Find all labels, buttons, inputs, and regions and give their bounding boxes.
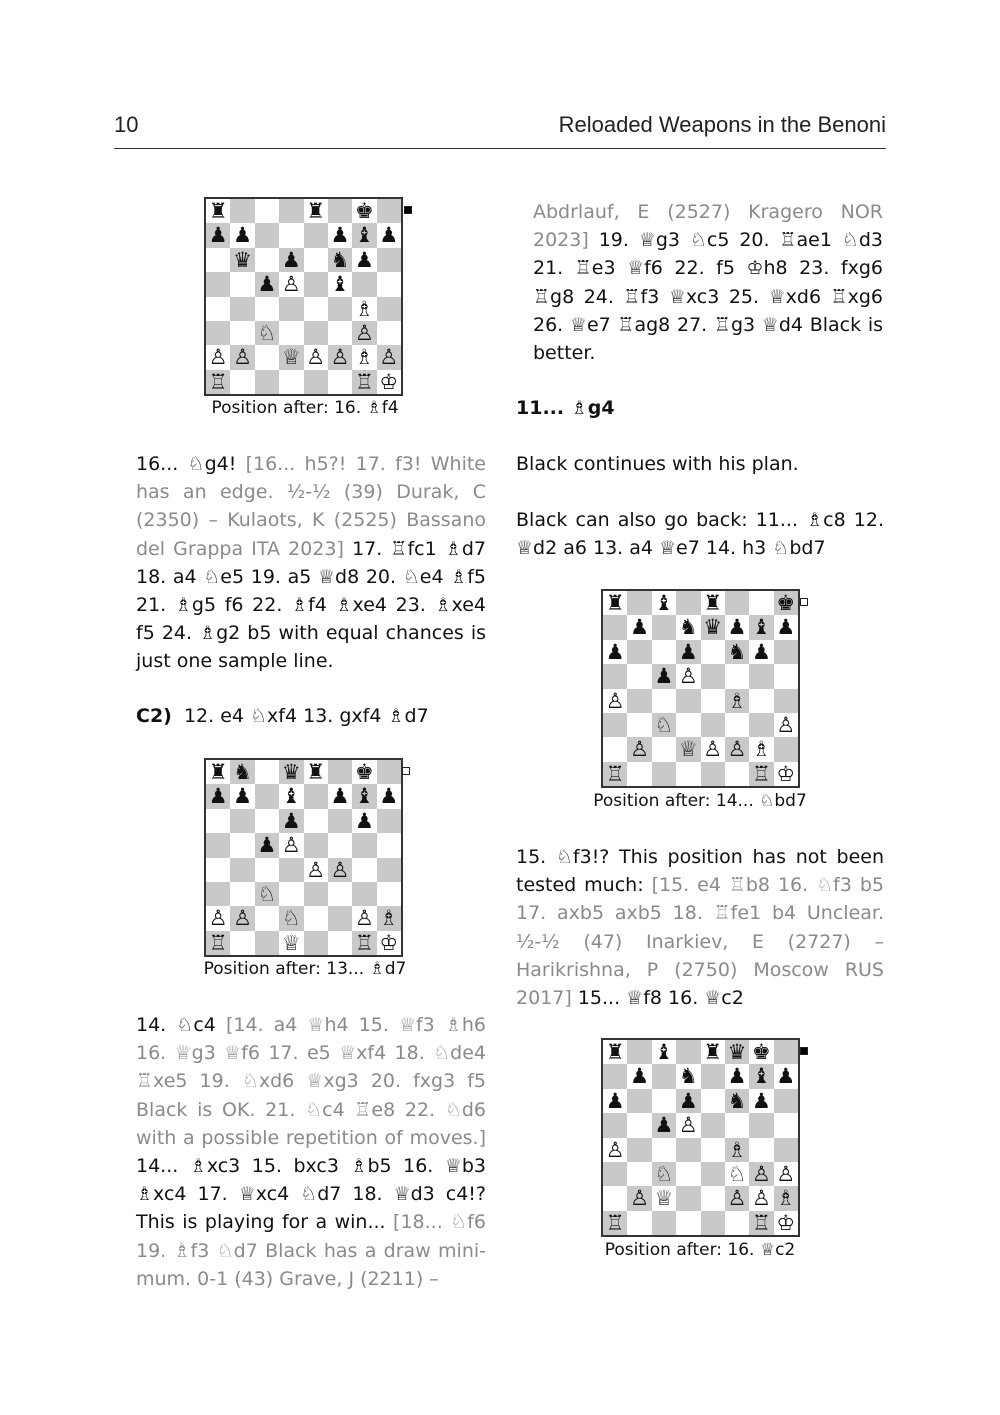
board-square — [352, 882, 376, 906]
board-square — [230, 272, 254, 296]
white-rook-icon: ♖ — [206, 370, 230, 394]
board-square — [652, 615, 676, 639]
white-pawn-icon: ♙ — [627, 1186, 651, 1210]
board-square — [328, 833, 352, 857]
diagram-caption: Position after: 14... ♘bd7 — [593, 791, 807, 811]
board-square — [652, 762, 676, 786]
white-pawn-icon: ♙ — [206, 345, 230, 369]
board-square — [377, 858, 401, 882]
black-rook-icon: ♜ — [304, 760, 328, 784]
board-square — [255, 809, 279, 833]
board-square — [676, 689, 700, 713]
board-square — [676, 1211, 700, 1235]
black-pawn-icon: ♟ — [627, 1064, 651, 1088]
annotation-paragraph — [136, 1011, 486, 1293]
board-square — [230, 297, 254, 321]
black-pawn-icon: ♟ — [676, 1089, 700, 1113]
board-square — [652, 1089, 676, 1113]
board-square — [627, 1089, 651, 1113]
white-rook-icon: ♖ — [352, 931, 376, 955]
board-square — [774, 640, 798, 664]
board-square — [304, 248, 328, 272]
white-knight-icon: ♘ — [255, 321, 279, 345]
black-pawn-icon: ♟ — [206, 784, 230, 808]
board-square — [255, 760, 279, 784]
board-square — [279, 223, 303, 247]
board-square — [304, 931, 328, 955]
variation-text: [18... ♘f6 19. ♗f3 ♘d7 Black has a draw mini- mum. 0-1 (43) Grave, J (2211) – — [136, 1211, 486, 1290]
board-square — [652, 1064, 676, 1088]
board-square — [701, 689, 725, 713]
chess-diagram-4 — [601, 1038, 800, 1237]
board-square — [774, 664, 798, 688]
board-square — [230, 882, 254, 906]
board-square — [627, 713, 651, 737]
white-knight-icon: ♘ — [725, 1162, 749, 1186]
board-square — [377, 833, 401, 857]
section-moves: 12. e4 ♘xf4 13. gxf4 ♗d7 — [183, 705, 429, 727]
board-square — [304, 809, 328, 833]
side-to-move-marker — [402, 767, 410, 775]
board-square — [304, 321, 328, 345]
board-square — [328, 370, 352, 394]
black-pawn-icon: ♟ — [328, 784, 352, 808]
main-move: 16... ♘g4! — [136, 453, 237, 475]
board-square — [255, 931, 279, 955]
board-square — [206, 882, 230, 906]
board-square — [774, 1040, 798, 1064]
board-square — [676, 713, 700, 737]
board-square — [701, 713, 725, 737]
board-square — [206, 833, 230, 857]
board-square — [701, 762, 725, 786]
white-queen-icon: ♕ — [676, 737, 700, 761]
white-pawn-icon: ♙ — [749, 1186, 773, 1210]
variation-text: [16... h5?! 17. f3! White has an edge. ½-½ (39) Durak, C (2350) – Kulaots, K (2525) Bassano del Grappa ITA 2023] — [136, 453, 486, 560]
side-to-move-marker — [404, 206, 412, 214]
board-square — [377, 272, 401, 296]
black-rook-icon: ♜ — [304, 199, 328, 223]
board-square — [255, 199, 279, 223]
board-square — [279, 297, 303, 321]
black-pawn-icon: ♟ — [749, 1089, 773, 1113]
black-pawn-icon: ♟ — [725, 615, 749, 639]
board-square — [255, 223, 279, 247]
board-square — [377, 199, 401, 223]
board-square — [749, 664, 773, 688]
board-square — [304, 223, 328, 247]
white-rook-icon: ♖ — [206, 931, 230, 955]
move-heading — [516, 394, 884, 422]
board-square — [652, 689, 676, 713]
board-square — [279, 370, 303, 394]
board-square — [377, 809, 401, 833]
board-square — [603, 1064, 627, 1088]
bold-move: 11... ♗g4 — [516, 397, 615, 419]
black-knight-icon: ♞ — [725, 640, 749, 664]
board-square — [701, 640, 725, 664]
white-bishop-icon: ♗ — [352, 297, 376, 321]
board-square — [352, 272, 376, 296]
board-square — [701, 1113, 725, 1137]
black-king-icon: ♚ — [352, 199, 376, 223]
white-queen-icon: ♕ — [652, 1186, 676, 1210]
board-square — [603, 1113, 627, 1137]
black-bishop-icon: ♝ — [652, 591, 676, 615]
board-square — [377, 248, 401, 272]
black-pawn-icon: ♟ — [279, 248, 303, 272]
black-pawn-icon: ♟ — [377, 784, 401, 808]
board-square — [328, 199, 352, 223]
black-pawn-icon: ♟ — [377, 223, 401, 247]
board-square — [603, 615, 627, 639]
black-pawn-icon: ♟ — [352, 248, 376, 272]
board-square — [701, 1064, 725, 1088]
white-pawn-icon: ♙ — [676, 1113, 700, 1137]
annotation-paragraph — [516, 450, 884, 478]
board-square — [627, 1113, 651, 1137]
white-rook-icon: ♖ — [352, 370, 376, 394]
black-pawn-icon: ♟ — [725, 1064, 749, 1088]
diagram-caption: Position after: 16. ♕c2 — [604, 1240, 796, 1260]
white-king-icon: ♔ — [377, 370, 401, 394]
black-bishop-icon: ♝ — [328, 272, 352, 296]
board-square — [725, 713, 749, 737]
black-bishop-icon: ♝ — [352, 223, 376, 247]
board-square — [627, 762, 651, 786]
black-pawn-icon: ♟ — [603, 640, 627, 664]
board-square — [279, 321, 303, 345]
board-square — [749, 591, 773, 615]
board-square — [230, 370, 254, 394]
white-rook-icon: ♖ — [603, 762, 627, 786]
white-bishop-icon: ♗ — [725, 689, 749, 713]
board-square — [206, 321, 230, 345]
black-bishop-icon: ♝ — [352, 784, 376, 808]
white-knight-icon: ♘ — [255, 882, 279, 906]
board-square — [328, 321, 352, 345]
board-square — [627, 640, 651, 664]
black-knight-icon: ♞ — [676, 1064, 700, 1088]
black-pawn-icon: ♟ — [255, 833, 279, 857]
section-c2 — [136, 702, 486, 730]
white-knight-icon: ♘ — [652, 1162, 676, 1186]
main-line: 15. ♘f3!? This position has not been tested much: — [516, 846, 884, 897]
board-square — [304, 297, 328, 321]
board-square — [676, 1186, 700, 1210]
board-square — [304, 272, 328, 296]
black-king-icon: ♚ — [352, 760, 376, 784]
board-square — [206, 858, 230, 882]
board-square — [725, 1211, 749, 1235]
black-queen-icon: ♛ — [279, 760, 303, 784]
white-pawn-icon: ♙ — [328, 858, 352, 882]
white-queen-icon: ♕ — [279, 931, 303, 955]
white-pawn-icon: ♙ — [725, 1186, 749, 1210]
board-square — [725, 1113, 749, 1137]
black-pawn-icon: ♟ — [328, 223, 352, 247]
white-pawn-icon: ♙ — [304, 858, 328, 882]
side-to-move-marker — [800, 1047, 808, 1055]
board-square — [749, 1113, 773, 1137]
board-square — [774, 1113, 798, 1137]
page-number: 10 — [114, 112, 139, 137]
black-rook-icon: ♜ — [206, 760, 230, 784]
black-rook-icon: ♜ — [206, 199, 230, 223]
board-square — [230, 833, 254, 857]
board-square — [603, 664, 627, 688]
board-square — [279, 199, 303, 223]
white-bishop-icon: ♗ — [377, 906, 401, 930]
diagram-caption: Position after: 16. ♗f4 — [211, 398, 399, 418]
board-square — [304, 370, 328, 394]
black-king-icon: ♚ — [774, 591, 798, 615]
black-pawn-icon: ♟ — [603, 1089, 627, 1113]
white-pawn-icon: ♙ — [603, 689, 627, 713]
board-square — [230, 321, 254, 345]
main-line: 19. ♕g3 ♘c5 20. ♖ae1 ♘d3 21. ♖e3 ♕f6 22. f5 ♔h8 23. fxg6 ♖g8 24. ♖f3 ♕xc3 25. ♕xd6 ♖xg6 26. ♕e7 ♖ag8 27. ♖g3 ♕d4 Black is better. — [533, 229, 883, 365]
board-square — [255, 345, 279, 369]
black-knight-icon: ♞ — [676, 615, 700, 639]
white-pawn-icon: ♙ — [279, 272, 303, 296]
board-square — [774, 1138, 798, 1162]
board-square — [627, 1040, 651, 1064]
board-square — [279, 858, 303, 882]
board-square — [676, 1162, 700, 1186]
white-pawn-icon: ♙ — [749, 1162, 773, 1186]
black-pawn-icon: ♟ — [749, 640, 773, 664]
board-square — [774, 737, 798, 761]
white-pawn-icon: ♙ — [377, 345, 401, 369]
white-pawn-icon: ♙ — [230, 906, 254, 930]
board-square — [725, 664, 749, 688]
board-square — [328, 906, 352, 930]
white-pawn-icon: ♙ — [328, 345, 352, 369]
board-square — [377, 321, 401, 345]
board-square — [652, 737, 676, 761]
board-square — [328, 297, 352, 321]
board-square — [304, 784, 328, 808]
black-pawn-icon: ♟ — [627, 615, 651, 639]
board-square — [206, 272, 230, 296]
white-bishop-icon: ♗ — [725, 1138, 749, 1162]
white-pawn-icon: ♙ — [230, 345, 254, 369]
white-knight-icon: ♘ — [652, 713, 676, 737]
white-pawn-icon: ♙ — [304, 345, 328, 369]
running-title: Reloaded Weapons in the Benoni — [558, 112, 886, 137]
board-square — [304, 833, 328, 857]
white-king-icon: ♔ — [774, 762, 798, 786]
board-square — [603, 713, 627, 737]
white-rook-icon: ♖ — [603, 1211, 627, 1235]
board-square — [255, 370, 279, 394]
white-king-icon: ♔ — [377, 931, 401, 955]
board-square — [676, 591, 700, 615]
board-square — [627, 1138, 651, 1162]
board-square — [255, 297, 279, 321]
variation-text: Abdrlauf, E (2527) Kragero NOR 2023] — [533, 201, 883, 252]
board-square — [676, 1138, 700, 1162]
board-square — [774, 689, 798, 713]
board-square — [255, 248, 279, 272]
black-knight-icon: ♞ — [230, 760, 254, 784]
board-square — [701, 1211, 725, 1235]
white-pawn-icon: ♙ — [676, 664, 700, 688]
annotation-paragraph — [533, 198, 883, 367]
white-pawn-icon: ♙ — [206, 906, 230, 930]
black-queen-icon: ♛ — [725, 1040, 749, 1064]
board-square — [749, 1138, 773, 1162]
board-square — [328, 882, 352, 906]
board-square — [749, 713, 773, 737]
black-queen-icon: ♛ — [230, 248, 254, 272]
plain-text: Black can also go back: 11... ♗c8 12. ♕d2 a6 13. a4 ♕e7 14. h3 ♘bd7 — [516, 509, 884, 560]
white-rook-icon: ♖ — [749, 1211, 773, 1235]
main-move: 14. ♘c4 — [136, 1014, 216, 1036]
board-square — [627, 591, 651, 615]
board-square — [352, 858, 376, 882]
main-line: 15... ♕f8 16. ♕c2 — [577, 987, 744, 1010]
annotation-paragraph — [136, 450, 486, 676]
board-square — [627, 689, 651, 713]
white-bishop-icon: ♗ — [774, 1186, 798, 1210]
board-square — [627, 1162, 651, 1186]
board-square — [377, 882, 401, 906]
chess-diagram-3 — [601, 589, 800, 788]
black-bishop-icon: ♝ — [749, 615, 773, 639]
board-square — [255, 906, 279, 930]
board-square — [279, 882, 303, 906]
annotation-paragraph — [516, 843, 884, 1012]
black-pawn-icon: ♟ — [206, 223, 230, 247]
black-pawn-icon: ♟ — [652, 1113, 676, 1137]
chess-diagram-2 — [204, 758, 403, 957]
chess-diagram-1 — [204, 197, 403, 396]
board-square — [206, 297, 230, 321]
black-pawn-icon: ♟ — [652, 664, 676, 688]
board-square — [749, 689, 773, 713]
board-square — [701, 1186, 725, 1210]
board-square — [603, 1186, 627, 1210]
black-pawn-icon: ♟ — [255, 272, 279, 296]
black-pawn-icon: ♟ — [676, 640, 700, 664]
white-king-icon: ♔ — [774, 1211, 798, 1235]
black-pawn-icon: ♟ — [352, 809, 376, 833]
board-square — [377, 760, 401, 784]
black-bishop-icon: ♝ — [279, 784, 303, 808]
variation-text: [15. e4 ♖b8 16. ♘f3 b5 17. axb5 axb5 18. ♖fe1 b4 Unclear. ½-½ (47) Inarkiev, E (2727) – Harikrishna, P (2750) Moscow RUS 2017] — [516, 874, 885, 1010]
section-label: C2) — [136, 705, 172, 727]
board-square — [627, 1211, 651, 1235]
white-knight-icon: ♘ — [279, 906, 303, 930]
board-square — [701, 1162, 725, 1186]
plain-text: Black continues with his plan. — [516, 453, 799, 475]
board-square — [652, 1138, 676, 1162]
black-knight-icon: ♞ — [725, 1089, 749, 1113]
black-queen-icon: ♛ — [701, 615, 725, 639]
board-square — [230, 858, 254, 882]
white-pawn-icon: ♙ — [627, 737, 651, 761]
black-pawn-icon: ♟ — [230, 223, 254, 247]
board-square — [206, 809, 230, 833]
main-line: 14... ♗xc3 15. bxc3 ♗b5 16. ♕b3 ♗xc4 17. ♕xc4 ♘d7 18. ♕d3 c4!? This is playing for a win... — [136, 1155, 486, 1234]
black-pawn-icon: ♟ — [230, 784, 254, 808]
black-pawn-icon: ♟ — [774, 615, 798, 639]
black-bishop-icon: ♝ — [749, 1064, 773, 1088]
black-king-icon: ♚ — [749, 1040, 773, 1064]
board-square — [230, 931, 254, 955]
board-square — [328, 809, 352, 833]
black-pawn-icon: ♟ — [279, 809, 303, 833]
board-square — [701, 664, 725, 688]
board-square — [230, 809, 254, 833]
board-square — [352, 833, 376, 857]
white-rook-icon: ♖ — [749, 762, 773, 786]
board-square — [230, 199, 254, 223]
board-square — [627, 664, 651, 688]
white-pawn-icon: ♙ — [279, 833, 303, 857]
board-square — [304, 882, 328, 906]
board-square — [328, 760, 352, 784]
board-square — [725, 762, 749, 786]
white-bishop-icon: ♗ — [749, 737, 773, 761]
black-rook-icon: ♜ — [603, 591, 627, 615]
board-square — [652, 640, 676, 664]
white-pawn-icon: ♙ — [774, 713, 798, 737]
black-bishop-icon: ♝ — [652, 1040, 676, 1064]
white-pawn-icon: ♙ — [352, 906, 376, 930]
header-rule — [114, 148, 886, 149]
black-rook-icon: ♜ — [603, 1040, 627, 1064]
white-pawn-icon: ♙ — [352, 321, 376, 345]
board-square — [255, 784, 279, 808]
variation-text: [14. a4 ♕h4 15. ♕f3 ♗h6 16. ♕g3 ♕f6 17. e5 ♕xf4 18. ♘de4 ♖xe5 19. ♘xd6 ♕xg3 20. fxg3 f5 Black is OK. 21. ♘c4 ♖e8 22. ♘d6 with a possible repetition of moves.] — [136, 1014, 486, 1149]
side-to-move-marker — [800, 598, 808, 606]
board-square — [377, 297, 401, 321]
white-bishop-icon: ♗ — [352, 345, 376, 369]
board-square — [652, 1211, 676, 1235]
black-pawn-icon: ♟ — [774, 1064, 798, 1088]
black-knight-icon: ♞ — [328, 248, 352, 272]
diagram-caption: Position after: 13... ♗d7 — [203, 959, 407, 979]
white-pawn-icon: ♙ — [701, 737, 725, 761]
white-pawn-icon: ♙ — [725, 737, 749, 761]
board-square — [255, 858, 279, 882]
board-square — [701, 1138, 725, 1162]
board-square — [603, 737, 627, 761]
board-square — [304, 906, 328, 930]
board-square — [725, 591, 749, 615]
white-queen-icon: ♕ — [279, 345, 303, 369]
main-line: 17. ♖fc1 ♗d7 18. a4 ♘e5 19. a5 ♕d8 20. ♘e4 ♗f5 21. ♗g5 f6 22. ♗f4 ♗xe4 23. ♗xe4 f5 24. ♗g2 b5 with equal chances is just one sample line. — [136, 537, 487, 673]
board-square — [206, 248, 230, 272]
board-square — [701, 1089, 725, 1113]
white-pawn-icon: ♙ — [603, 1138, 627, 1162]
black-rook-icon: ♜ — [701, 591, 725, 615]
board-square — [676, 762, 700, 786]
annotation-paragraph — [516, 506, 884, 562]
board-square — [676, 1040, 700, 1064]
board-square — [603, 1162, 627, 1186]
white-pawn-icon: ♙ — [774, 1162, 798, 1186]
board-square — [328, 931, 352, 955]
board-square — [774, 1089, 798, 1113]
black-rook-icon: ♜ — [701, 1040, 725, 1064]
